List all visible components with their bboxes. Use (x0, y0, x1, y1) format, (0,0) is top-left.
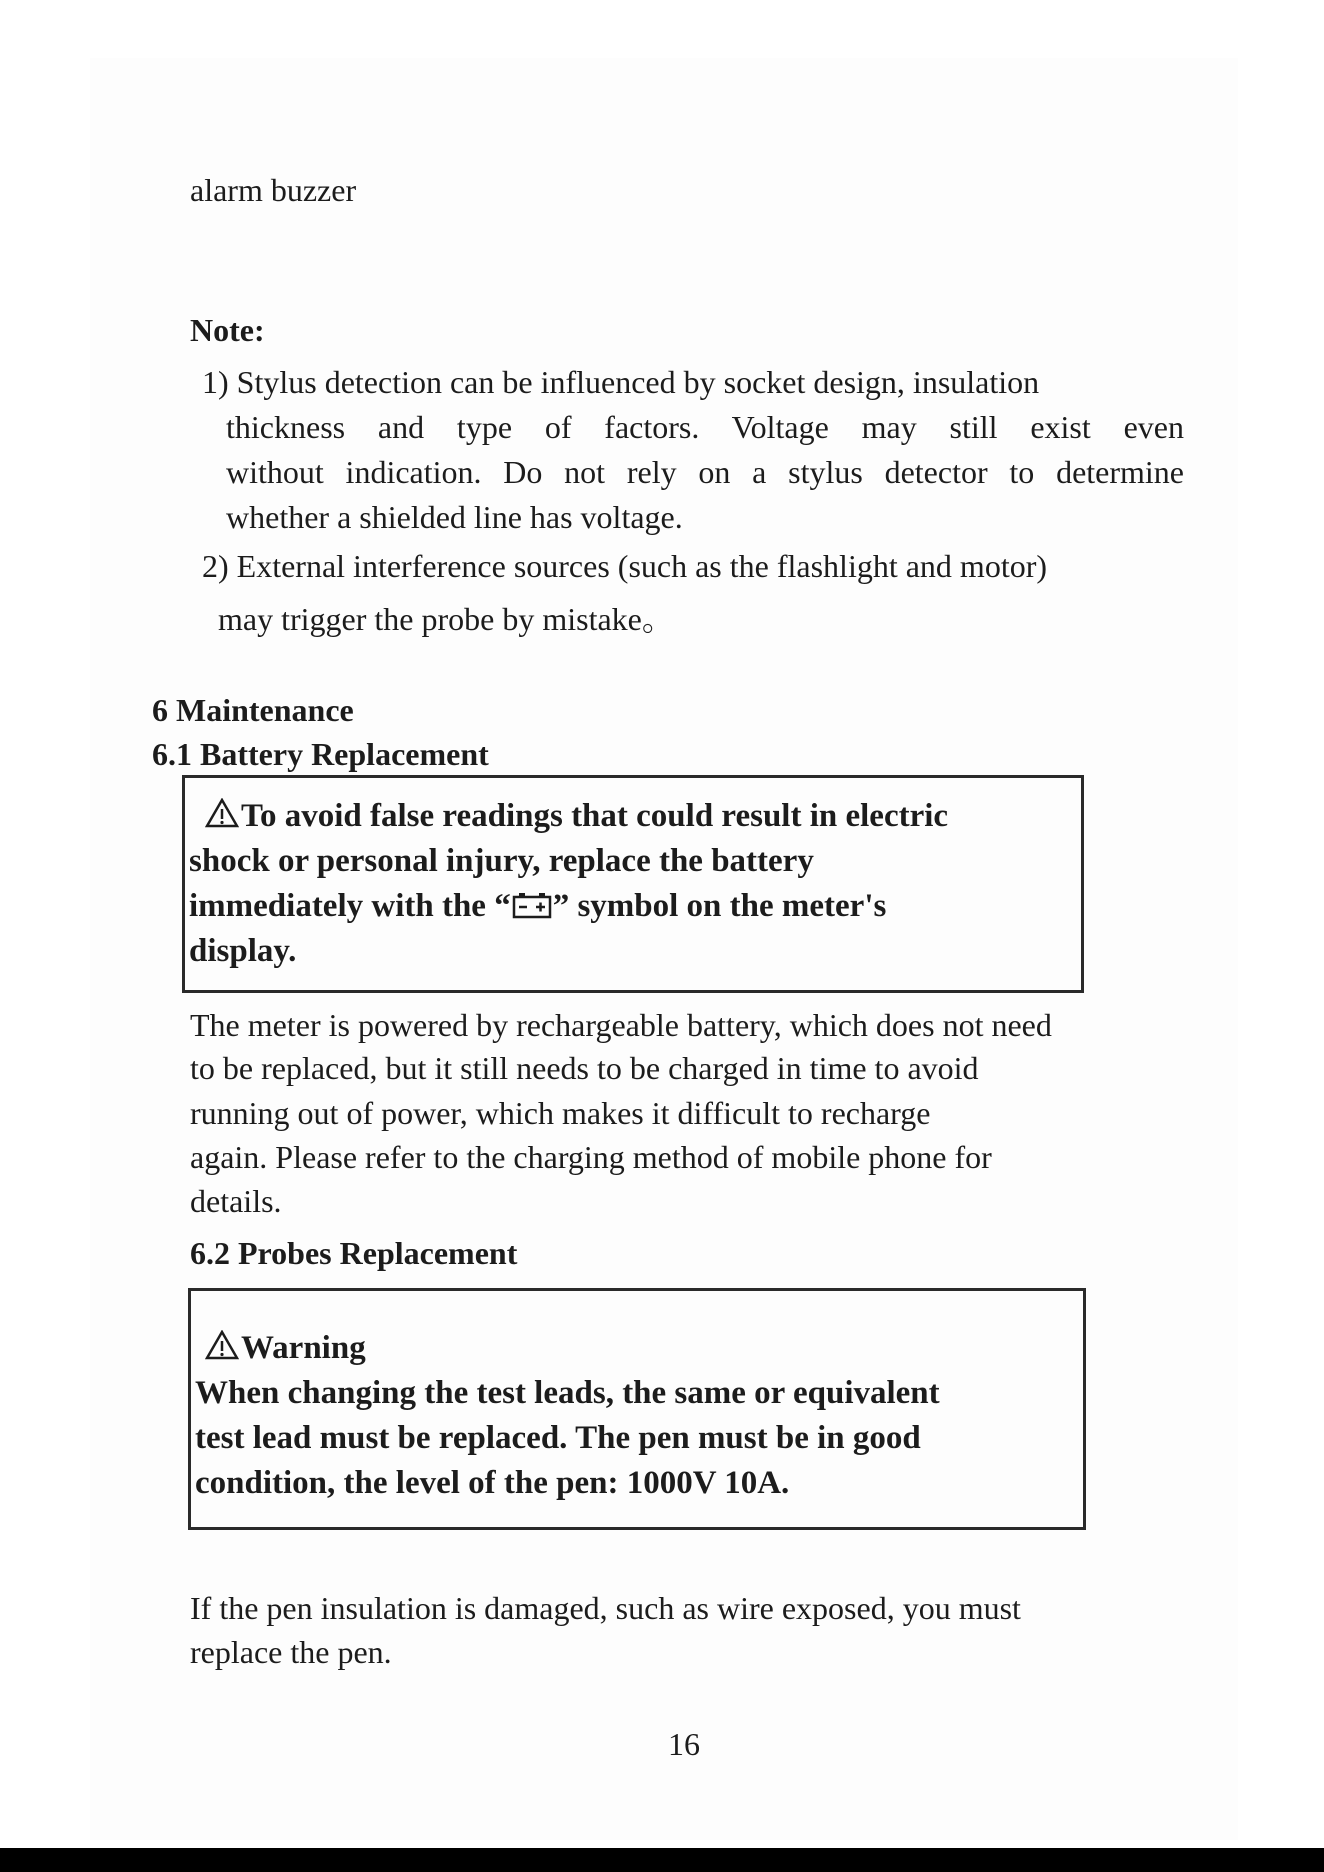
probes-warning-box (188, 1288, 1086, 1530)
note-item-1-line-3: without indication. Do not rely on a stylus detector to determine (226, 454, 1184, 490)
battery-warning-line-3-pre: immediately with the “ (189, 888, 511, 924)
warning-triangle-icon (205, 1330, 239, 1370)
note-item-1-line-2: thickness and type of factors. Voltage may still exist even (226, 409, 1184, 445)
pen-paragraph-line-2: replace the pen. (190, 1634, 392, 1670)
note-item-1-line-4: whether a shielded line has voltage. (226, 499, 683, 535)
battery-warning-box (182, 775, 1084, 993)
page-number: 16 (668, 1726, 700, 1762)
battery-warning-line-1-text: To avoid false readings that could result in electric (241, 798, 949, 834)
battery-paragraph-line-4: again. Please refer to the charging method of mobile phone for (190, 1139, 992, 1175)
probes-warning-line-3: condition, the level of the pen: 1000V 10A. (195, 1465, 790, 1501)
note-item-1-line-1: 1) Stylus detection can be influenced by socket design, insulation (202, 364, 1040, 400)
section-6-heading: 6 Maintenance (152, 692, 354, 728)
battery-warning-line-3-post: ” symbol on the meter's (552, 888, 887, 924)
battery-icon (512, 889, 552, 929)
battery-paragraph-line-1: The meter is powered by rechargeable battery, which does not need (190, 1007, 1052, 1043)
note-item-2-line-1: 2) External interference sources (such as the flashlight and motor) (202, 548, 1048, 584)
probes-warning-title-text: Warning (241, 1330, 366, 1366)
note-item-2-line-2: may trigger the probe by mistake。 (218, 601, 674, 637)
probes-warning-title (205, 1328, 366, 1370)
battery-warning-line-4: display. (189, 933, 297, 969)
note-heading: Note: (190, 312, 265, 348)
section-6-1-heading: 6.1 Battery Replacement (152, 736, 489, 772)
alarm-buzzer-text: alarm buzzer (190, 172, 357, 208)
pen-paragraph-line-1: If the pen insulation is damaged, such as wire exposed, you must (190, 1590, 1021, 1626)
warning-triangle-icon (205, 798, 239, 838)
battery-warning-line-3 (189, 886, 886, 929)
battery-warning-line-1 (205, 796, 948, 838)
scan-edge-bar (0, 1848, 1324, 1872)
battery-warning-line-2: shock or personal injury, replace the battery (189, 843, 814, 879)
battery-paragraph-line-3: running out of power, which makes it difficult to recharge (190, 1095, 931, 1131)
section-6-2-heading: 6.2 Probes Replacement (190, 1235, 518, 1271)
probes-warning-line-2: test lead must be replaced. The pen must be in good (195, 1420, 921, 1456)
battery-paragraph-line-2: to be replaced, but it still needs to be charged in time to avoid (190, 1050, 979, 1086)
battery-paragraph-line-5: details. (190, 1183, 282, 1219)
probes-warning-line-1: When changing the test leads, the same or equivalent (195, 1375, 940, 1411)
